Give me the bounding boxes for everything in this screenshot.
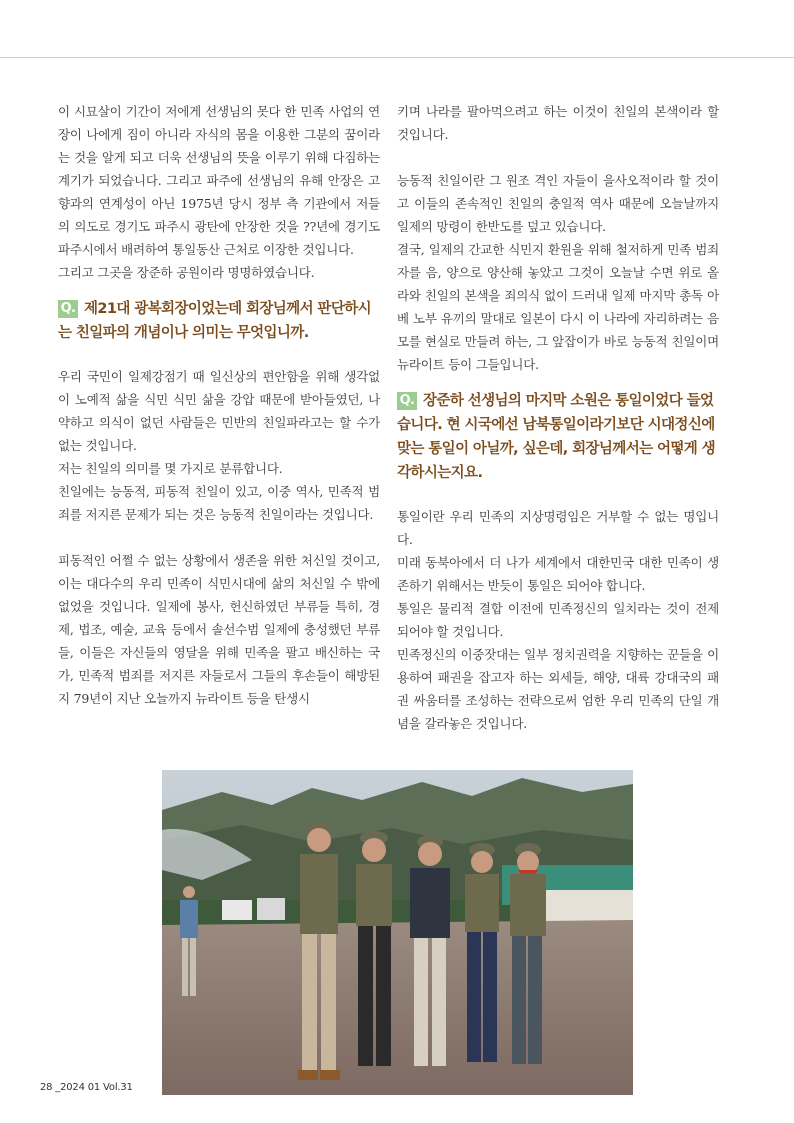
right-column <box>397 100 719 735</box>
header-rule <box>0 57 794 58</box>
paragraph: 친일에는 능동적, 피동적 친일이 있고, 이중 역사, 민족적 범죄를 저지른 문제가 되는 것은 능동적 친일이라는 것입니다. <box>58 484 380 522</box>
paragraph: 그리고 그곳을 장준하 공원이라 명명하였습니다. <box>58 265 315 280</box>
page-footer: 28 _2024 01 Vol.31 <box>40 1082 133 1093</box>
question-block <box>58 297 380 345</box>
question-text: 제21대 광복회장이었는데 회장님께서 판단하시는 친일파의 개념이나 의미는 무엇입니까. <box>58 301 372 341</box>
q-badge: Q. <box>397 392 417 410</box>
question-heading <box>58 297 380 345</box>
paragraph: 통일이란 우리 민족의 지상명령임은 거부할 수 없는 명입니다. <box>397 509 719 547</box>
parked-truck <box>257 898 285 920</box>
group-photo-illustration <box>162 770 633 1095</box>
paragraph: 미래 동북아에서 더 나가 세계에서 대한민국 대한 민족이 생존하기 위해서는 반듯이 통일은 되어야 합니다. <box>397 555 719 593</box>
group-photo <box>162 770 633 1095</box>
person-5 <box>510 843 546 1064</box>
paragraph: 결국, 일제의 간교한 식민지 환원을 위해 철저하게 민족 범죄자를 음, 양으로 양산해 놓았고 그것이 오늘날 수면 위로 올라와 친일의 본색을 죄의식 없이 드러내 일제 마지막 총독 아베 노부 유끼의 말대로 일본이 다시 이 나라에 자리하려는 음모를 현실로 만들려 하는, 그 앞잡이가 바로 능동적 친일이며 뉴라이트 등이 그들입니다. <box>397 242 719 372</box>
paragraph: 이 시묘살이 기간이 저에게 선생님의 못다 한 민족 사업의 연장이 나에게 짐이 아니라 자식의 몸을 이용한 그분의 꿈이라는 것을 알게 되고 더욱 선생님의 뜻을 이루기 위해 다짐하는 계기가 되었습니다. 그리고 파주에 선생님의 유해 안장은 고향과의 연계성이 아닌 1975년 당시 정부 측 기관에서 저들의 의도로 경기도 파주시 광탄에 안장한 것을 ??년에 경기도 파주시에서 배려하여 통일동산 근처로 이장한 것입니다. <box>58 104 380 257</box>
question-block <box>397 389 719 485</box>
paragraph: 피동적인 어쩔 수 없는 상황에서 생존을 위한 처신일 것이고, 이는 대다수의 우리 민족이 식민시대에 삶의 처신일 수 밖에 없었을 것입니다. 일제에 봉사, 헌신하였던 부류들 특히, 경제, 법조, 예술, 교육 등에서 솔선수범 일제에 충성했던 부류들, 이들은 자신들의 영달을 위해 민족을 팔고 배신하는 국가, 민족적 범죄를 저지른 자들로서 그들의 후손들이 해방된 지 79년이 지난 오늘까지 뉴라이트 등을 탄생시 <box>58 553 380 706</box>
paragraph: 키며 나라를 팔아먹으려고 하는 이것이 친일의 본색이라 할 것입니다. <box>397 104 719 142</box>
brick-plaza <box>162 920 633 1095</box>
q-badge: Q. <box>58 300 78 318</box>
paragraph-gap <box>397 146 719 169</box>
paragraph: 능동적 친일이란 그 원조 격인 자들이 을사오적이라 할 것이고 이들의 존속적인 친일의 충일적 역사 때문에 오늘날까지 일제의 망령이 한반도를 덮고 있습니다. <box>397 173 719 234</box>
left-column <box>58 100 380 710</box>
question-heading <box>397 389 719 485</box>
paragraph: 저는 친일의 의미를 몇 가지로 분류합니다. <box>58 461 283 476</box>
paragraph: 우리 국민이 일제강점기 때 일신상의 편안함을 위해 생각없이 노예적 삶을 식민 식민 삶을 강압 때문에 받아들였던, 나약하고 의식이 없던 사람들은 민반의 친일파라고는 할 수가 없는 것입니다. <box>58 369 380 453</box>
paragraph: 민족정신의 이중잣대는 일부 정치권력을 지향하는 꾼들을 이용하여 패권을 잡고자 하는 외세들, 해양, 대륙 강대국의 패권 싸움터를 조성하는 전략으로써 엄한 우리 민족의 단일 개념을 갈라놓은 것입니다. <box>397 647 719 731</box>
paragraph: 통일은 물리적 결합 이전에 민족정신의 일치라는 것이 전제되어야 할 것입니다. <box>397 601 719 639</box>
question-text: 장준하 선생님의 마지막 소원은 통일이었다 들었습니다. 현 시국에선 남북통일이라기보단 시대정신에 맞는 통일이 아닐까, 싶은데, 회장님께서는 어떻게 생각하시는지요. <box>397 393 716 481</box>
parked-car <box>222 900 252 920</box>
paragraph-gap <box>58 526 380 549</box>
